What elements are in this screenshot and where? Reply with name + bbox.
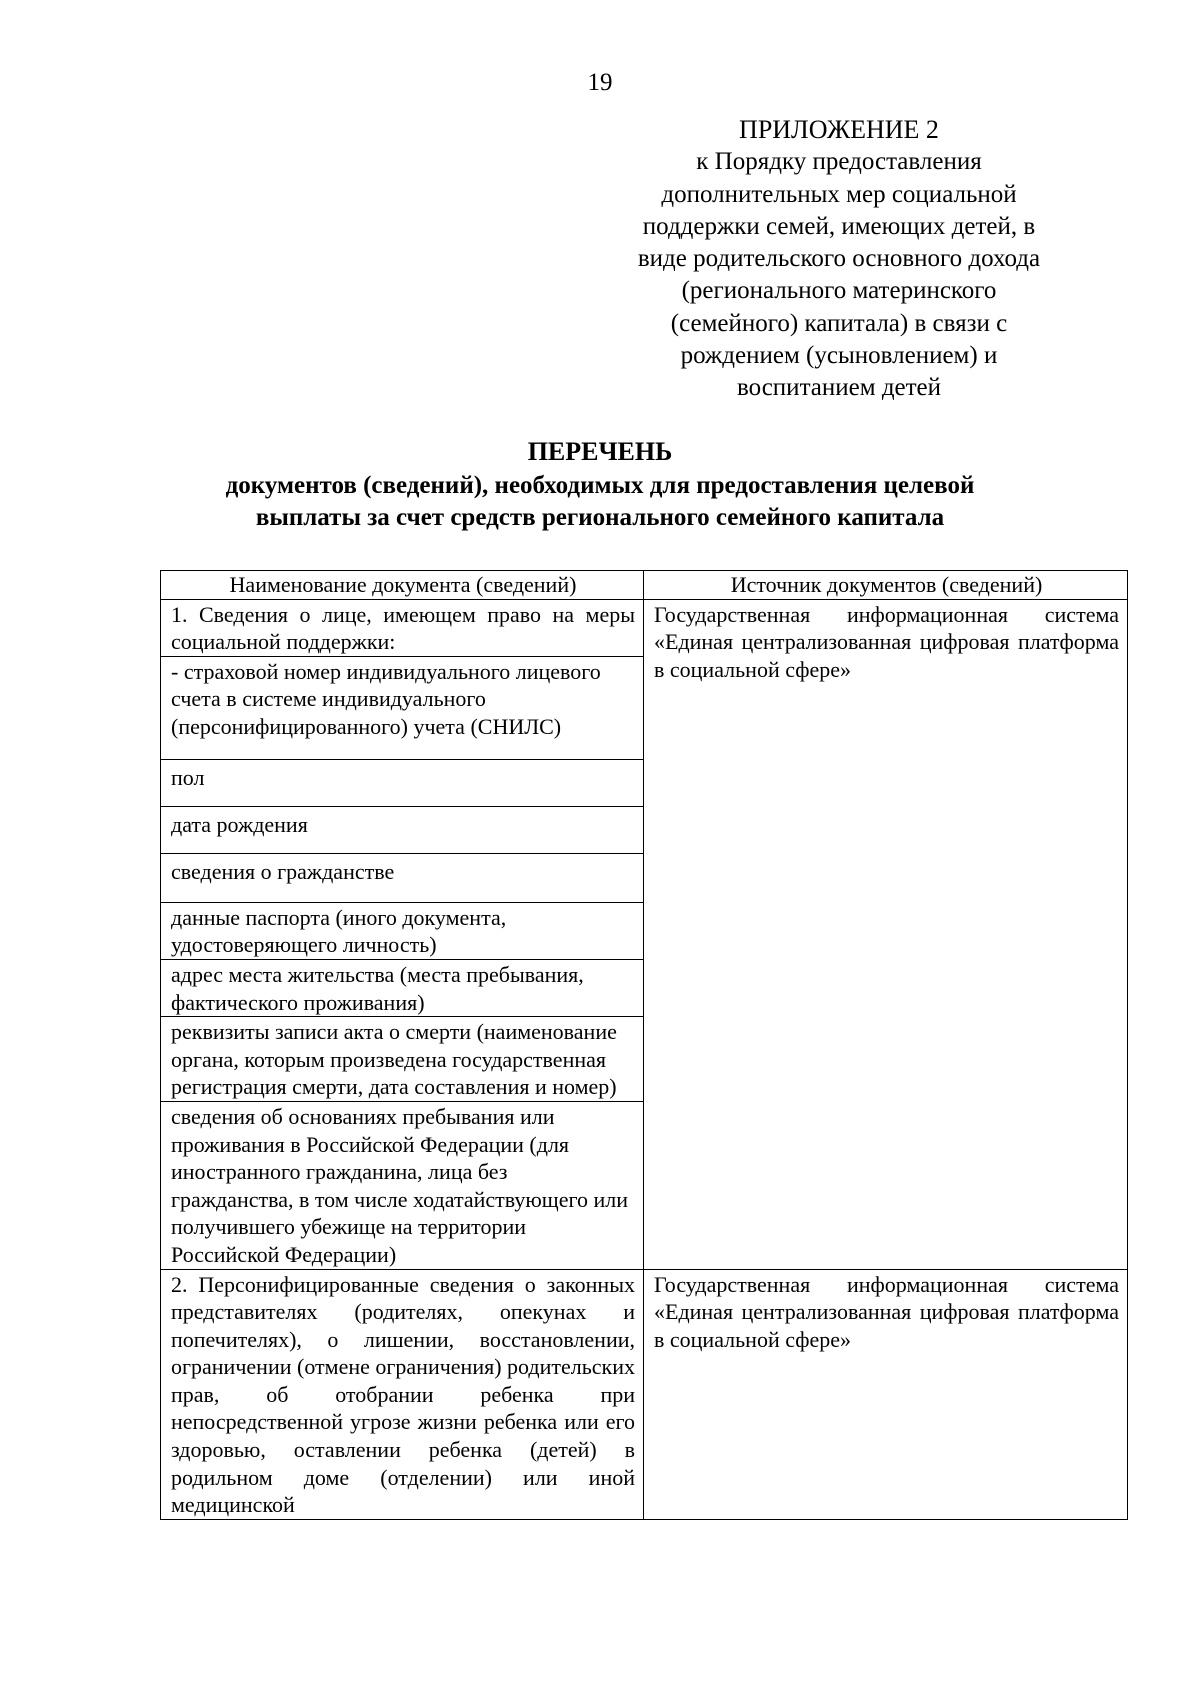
page-number: 19: [587, 69, 613, 96]
heading-subtitle-line: выплаты за счет средств регионального семейного капитала: [255, 504, 945, 531]
table-row: [161, 599, 1128, 656]
column-header-document-name: Наименование документа (сведений): [161, 571, 644, 600]
appendix-line: рождением (усыновлением) и: [680, 342, 998, 370]
item-passport: данные паспорта (иного документа, удостоверяющего личность): [161, 902, 644, 959]
heading-subtitle-line: документов (сведений), необходимых для предоставления целевой: [225, 472, 975, 499]
item-address: адрес места жительства (места пребывания, фактического проживания): [161, 959, 644, 1016]
appendix-line: (регионального материнского: [681, 277, 997, 305]
heading-title: ПЕРЕЧЕНЬ: [527, 437, 673, 466]
appendix-line: воспитанием детей: [736, 374, 942, 402]
item-citizenship: сведения о гражданстве: [161, 853, 644, 902]
appendix-title: ПРИЛОЖЕНИЕ 2: [739, 115, 939, 144]
section-1-source: [644, 599, 1128, 1269]
item-residence-grounds: сведения об основаниях пребывания или проживания в Российской Федерации (для иностранного гражданина, лица без гражданства, в том числе ходатайствующего или получившего убежище на территории Российской Федерации): [161, 1101, 644, 1269]
appendix-line: (семейного) капитала) в связи с: [670, 309, 1008, 337]
appendix-line: к Порядку предоставления: [696, 148, 982, 176]
section-2-source: [644, 1269, 1128, 1519]
item-death-record: реквизиты записи акта о смерти (наименование органа, которым произведена государственная регистрация смерти, дата составления и номер): [161, 1017, 644, 1102]
documents-table: [160, 570, 1128, 1520]
item-snils: - страховой номер индивидуального лицевого счета в системе индивидуального (персонифицированного) учета (СНИЛС): [161, 656, 644, 759]
section-1-title: 1. Сведения о лице, имеющем право на меры социальной поддержки:: [161, 599, 644, 656]
appendix-line: поддержки семей, имеющих детей, в: [642, 212, 1036, 240]
column-header-source: Источник документов (сведений): [644, 571, 1128, 600]
section-2-title: 2. Персонифицированные сведения о законных представителях (родителях, опекунах и попечителях), о лишении, восстановлении, ограничении (отмене ограничения) родительских прав, об отобрании ребенка при непосредственной угрозе жизни ребенка или его здоровью, оставлении ребенка (детей) в родильном доме (отделении) или иной медицинской: [161, 1269, 644, 1519]
section-2-source-text: Государственная информационная система «Единая централизованная цифровая платформа в социальной сфере»: [654, 1271, 1119, 1352]
section-1-source-text: Государственная информационная система «Единая централизованная цифровая платформа в социальной сфере»: [654, 601, 1119, 682]
document-heading: [130, 436, 1070, 534]
appendix-line: виде родительского основного дохода: [637, 245, 1041, 273]
appendix-line: дополнительных мер социальной: [661, 180, 1017, 208]
table-row: [161, 1269, 1128, 1519]
item-birth-date: дата рождения: [161, 806, 644, 853]
table-header-row: [161, 571, 1128, 600]
item-sex: пол: [161, 759, 644, 806]
appendix-block: [600, 114, 1078, 405]
